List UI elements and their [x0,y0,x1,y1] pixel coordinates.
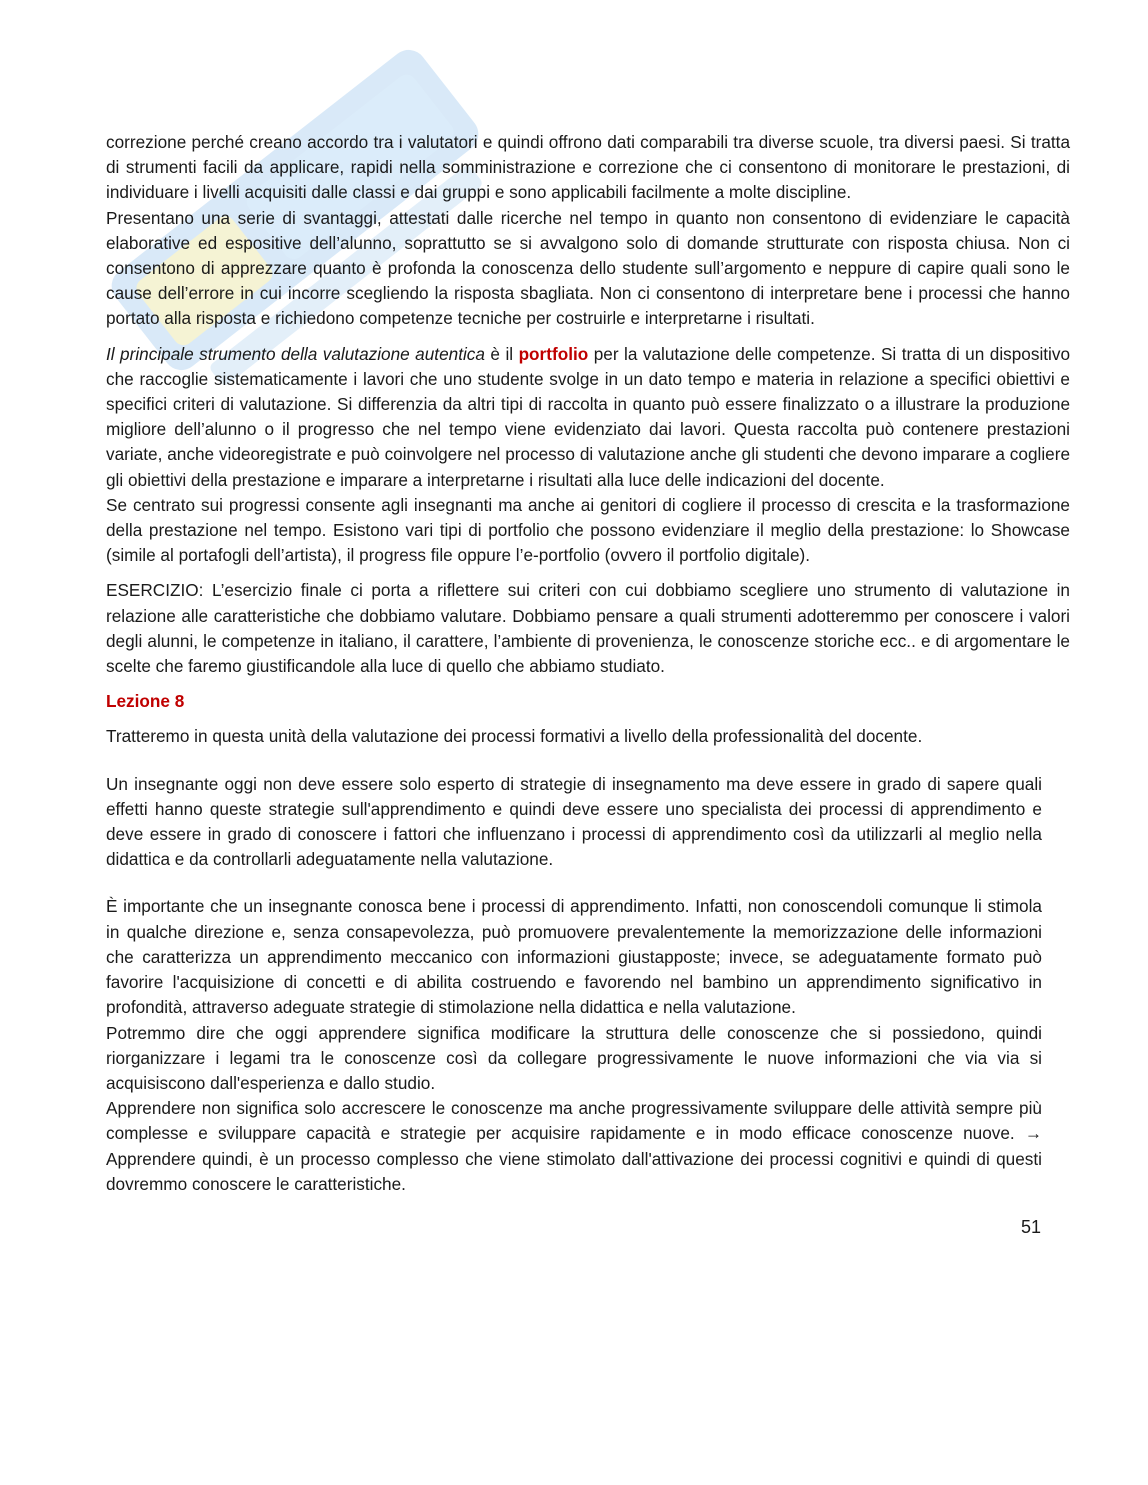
paragraph-intro-unita: Tratteremo in questa unità della valutazione dei processi formativi a livello della professionalità del docente. [106,726,923,747]
paragraph-insegnante: Un insegnante oggi non deve essere solo esperto di strategie di insegnamento ma deve essere in grado di sapere quali effetti hanno queste strategie sull'apprendimento e quindi deve essere uno specialista dei processi di apprendimento e deve essere in grado di conoscere i fattori che influenzano i processi di apprendimento così da utilizzarli al meglio nella didattica e da controllarli adeguatamente nella valutazione. [106,773,1042,870]
paragraph-apprendere-non-significa [106,1096,1042,1197]
paragraph-esercizio: ESERCIZIO: L’esercizio finale ci porta a riflettere sui criteri con cui dobbiamo scegliere uno strumento di valutazione in relazione alle caratteristiche che dobbiamo valutare. Dobbiamo pensare a quali strumenti adotteremmo per conoscere i valori degli alunni, le competenze in italiano, il carattere, l’ambiente di provenienza, le conoscenze storiche ecc.. e di argomentare le scelte che faremo giustificandole alla luce di quello che abbiamo studiato. [106,580,1070,677]
paragraph-apprendere-significa: Potremmo dire che oggi apprendere significa modificare la struttura delle conoscenze che si possiedono, quindi riorganizzare i legami tra le conoscenze così da collegare progressivamente le nuove informazioni che via via si acquisiscono dall'esperienza e dallo studio. [106,1022,1042,1093]
text-fragment: per la valutazione delle competenze. Si tratta di un dispositivo che raccoglie sistematicamente i lavori che uno studente svolge in un dato tempo e materia in relazione a specifici obiettivi e specifici criteri di valutazione. Si differenzia da altri tipi di raccolta in quanto può essere finalizzato o a illustrare la produzione migliore dell’alunno o il progresso che nel tempo viene evidenziato dai lavori. Questa raccolta può contenere prestazioni variate, anche videoregistrate e può coinvolgere nel processo di valutazione anche gli studenti che devono imparare a cogliere gli obiettivi della prestazione e imparare a interpretarne i risultati alla luce delle indicazioni del docente. [106,343,1071,490]
text-fragment: Apprendere quindi, è un processo complesso che viene stimolato dall'attivazione dei processi cognitivi e quindi di questi dovremmo conoscere le caratteristiche. [106,1148,1042,1194]
paragraph-svantaggi-prove: Presentano una serie di svantaggi, attestati dalle ricerche nel tempo in quanto non consentono di evidenziare le capacità elaborative ed espositive dell’alunno, soprattutto se si avvalgono solo di domande strutturate con risposta chiusa. Non ci consentono di apprezzare quanto è profonda la conoscenza dello studente sull’argomento e neppure di capire quali sono le cause dell’errore in cui incorre scegliendo la risposta sbagliata. Non ci consentono di interpretare bene i processi che hanno portato alla risposta e richiedono competenze tecniche per costruirle e interpretarne i risultati. [106,207,1070,329]
text-fragment: è il [484,343,519,364]
text-fragment: Apprendere non significa solo accrescere le conoscenze ma anche progressivamente sviluppare delle attività sempre più complesse e sviluppare capacità e strategie per acquisire rapidamente e in modo efficace conoscenze nuove. [106,1098,1042,1144]
portfolio-keyword: portfolio [518,343,589,364]
arrow-icon: → [1024,1123,1042,1144]
paragraph-processi-apprendimento: È importante che un insegnante conosca bene i processi di apprendimento. Infatti, non conoscendoli comunque li stimola in qualche direzione e, senza consapevolezza, può promuovere prevalentemente la memorizzazione delle informazioni che caratterizza un apprendimento meccanico con informazioni giustapposte; invece, se adeguatamente formato può favorire l'acquisizione di concetti e di abilita costruendo e favorendo nel bambino un apprendimento significativo in profondità, attraverso adeguate strategie di stimolazione nella didattica e nella valutazione. [106,896,1042,1018]
page-content [106,130,1070,1197]
page-number: 51 [1020,1217,1041,1237]
paragraph-portfolio [106,342,1070,493]
paragraph-progressi: Se centrato sui progressi consente agli insegnanti ma anche ai genitori di cogliere il processo di crescita e la trasformazione della prestazione nel tempo. Esistono vari tipi di portfolio che possono evidenziare il meglio della prestazione: lo Showcase (simile al portafogli dell’artista), il progress file oppure l’e-portfolio (ovvero il portfolio digitale). [106,494,1070,566]
section-heading: Lezione 8 [106,691,185,712]
paragraph-vantaggi-prove: correzione perché creano accordo tra i valutatori e quindi offrono dati comparabili tra diverse scuole, tra diversi paesi. Si tratta di strumenti facili da applicare, rapidi nella somministrazione e correzione che ci consentono di monitorare le prestazioni, di individuare i livelli acquisiti dalle classi e dai gruppi e sono applicabili facilmente a molte discipline. [106,132,1070,203]
italic-phrase: Il principale strumento della valutazione autentica [106,343,485,364]
